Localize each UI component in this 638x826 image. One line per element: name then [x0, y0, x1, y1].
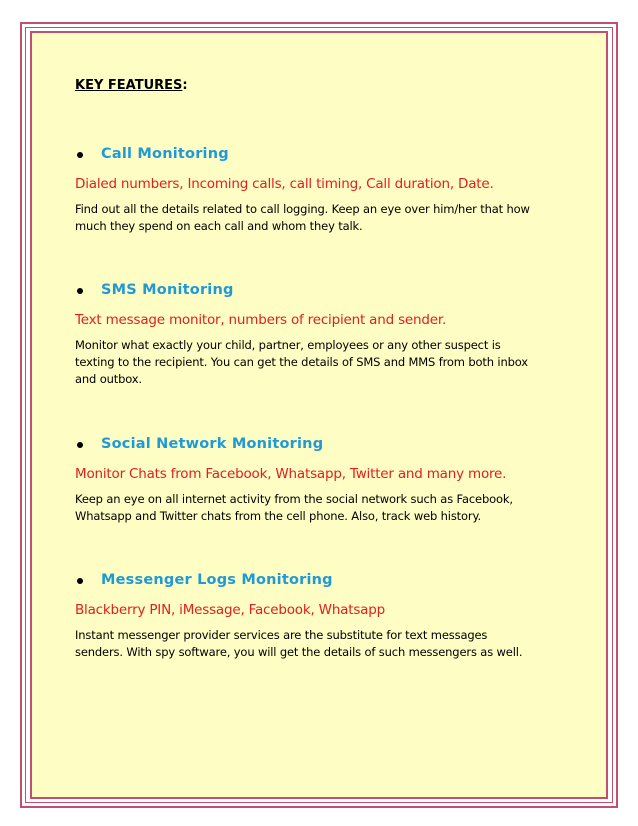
feature-subtitle: Text message monitor, numbers of recipient and sender. [75, 312, 447, 328]
bullet-icon [77, 442, 83, 448]
description-line: senders. With spy software, you will get the details of such messengers as well. [75, 645, 523, 659]
description-line: Monitor what exactly your child, partner, employees or any other suspect is [75, 338, 501, 352]
description-line: much they spend on each call and whom they talk. [75, 219, 363, 233]
feature-section-call [75, 146, 570, 235]
feature-subtitle: Blackberry PIN, iMessage, Facebook, Whatsapp [75, 602, 385, 618]
feature-title [75, 436, 570, 452]
feature-description [75, 201, 570, 235]
feature-section-messenger [75, 572, 570, 661]
document-content [75, 78, 570, 659]
feature-title-text: Call Monitoring [101, 146, 229, 162]
feature-title-text: SMS Monitoring [101, 282, 234, 298]
description-line: Keep an eye on all internet activity from the social network such as Facebook, [75, 492, 513, 506]
description-line: and outbox. [75, 372, 142, 386]
heading-colon: : [182, 78, 188, 93]
feature-section-sms [75, 282, 570, 388]
feature-description [75, 627, 570, 661]
description-line: Find out all the details related to call logging. Keep an eye over him/her that how [75, 202, 530, 216]
feature-title-text: Messenger Logs Monitoring [101, 572, 333, 588]
feature-subtitle: Dialed numbers, Incoming calls, call timing, Call duration, Date. [75, 176, 494, 192]
feature-title-text: Social Network Monitoring [101, 436, 324, 452]
feature-title [75, 282, 570, 298]
feature-subtitle: Monitor Chats from Facebook, Whatsapp, Twitter and many more. [75, 466, 507, 482]
feature-section-social [75, 436, 570, 525]
bullet-icon [77, 578, 83, 584]
feature-title [75, 572, 570, 588]
bullet-icon [77, 152, 83, 158]
key-features-heading [75, 78, 570, 93]
feature-description [75, 491, 570, 525]
feature-title [75, 146, 570, 162]
feature-description [75, 337, 570, 388]
description-line: texting to the recipient. You can get the details of SMS and MMS from both inbox [75, 355, 528, 369]
description-line: Whatsapp and Twitter chats from the cell phone. Also, track web history. [75, 509, 482, 523]
description-line: Instant messenger provider services are the substitute for text messages [75, 628, 488, 642]
bullet-icon [77, 288, 83, 294]
heading-text: KEY FEATURES [75, 78, 183, 93]
